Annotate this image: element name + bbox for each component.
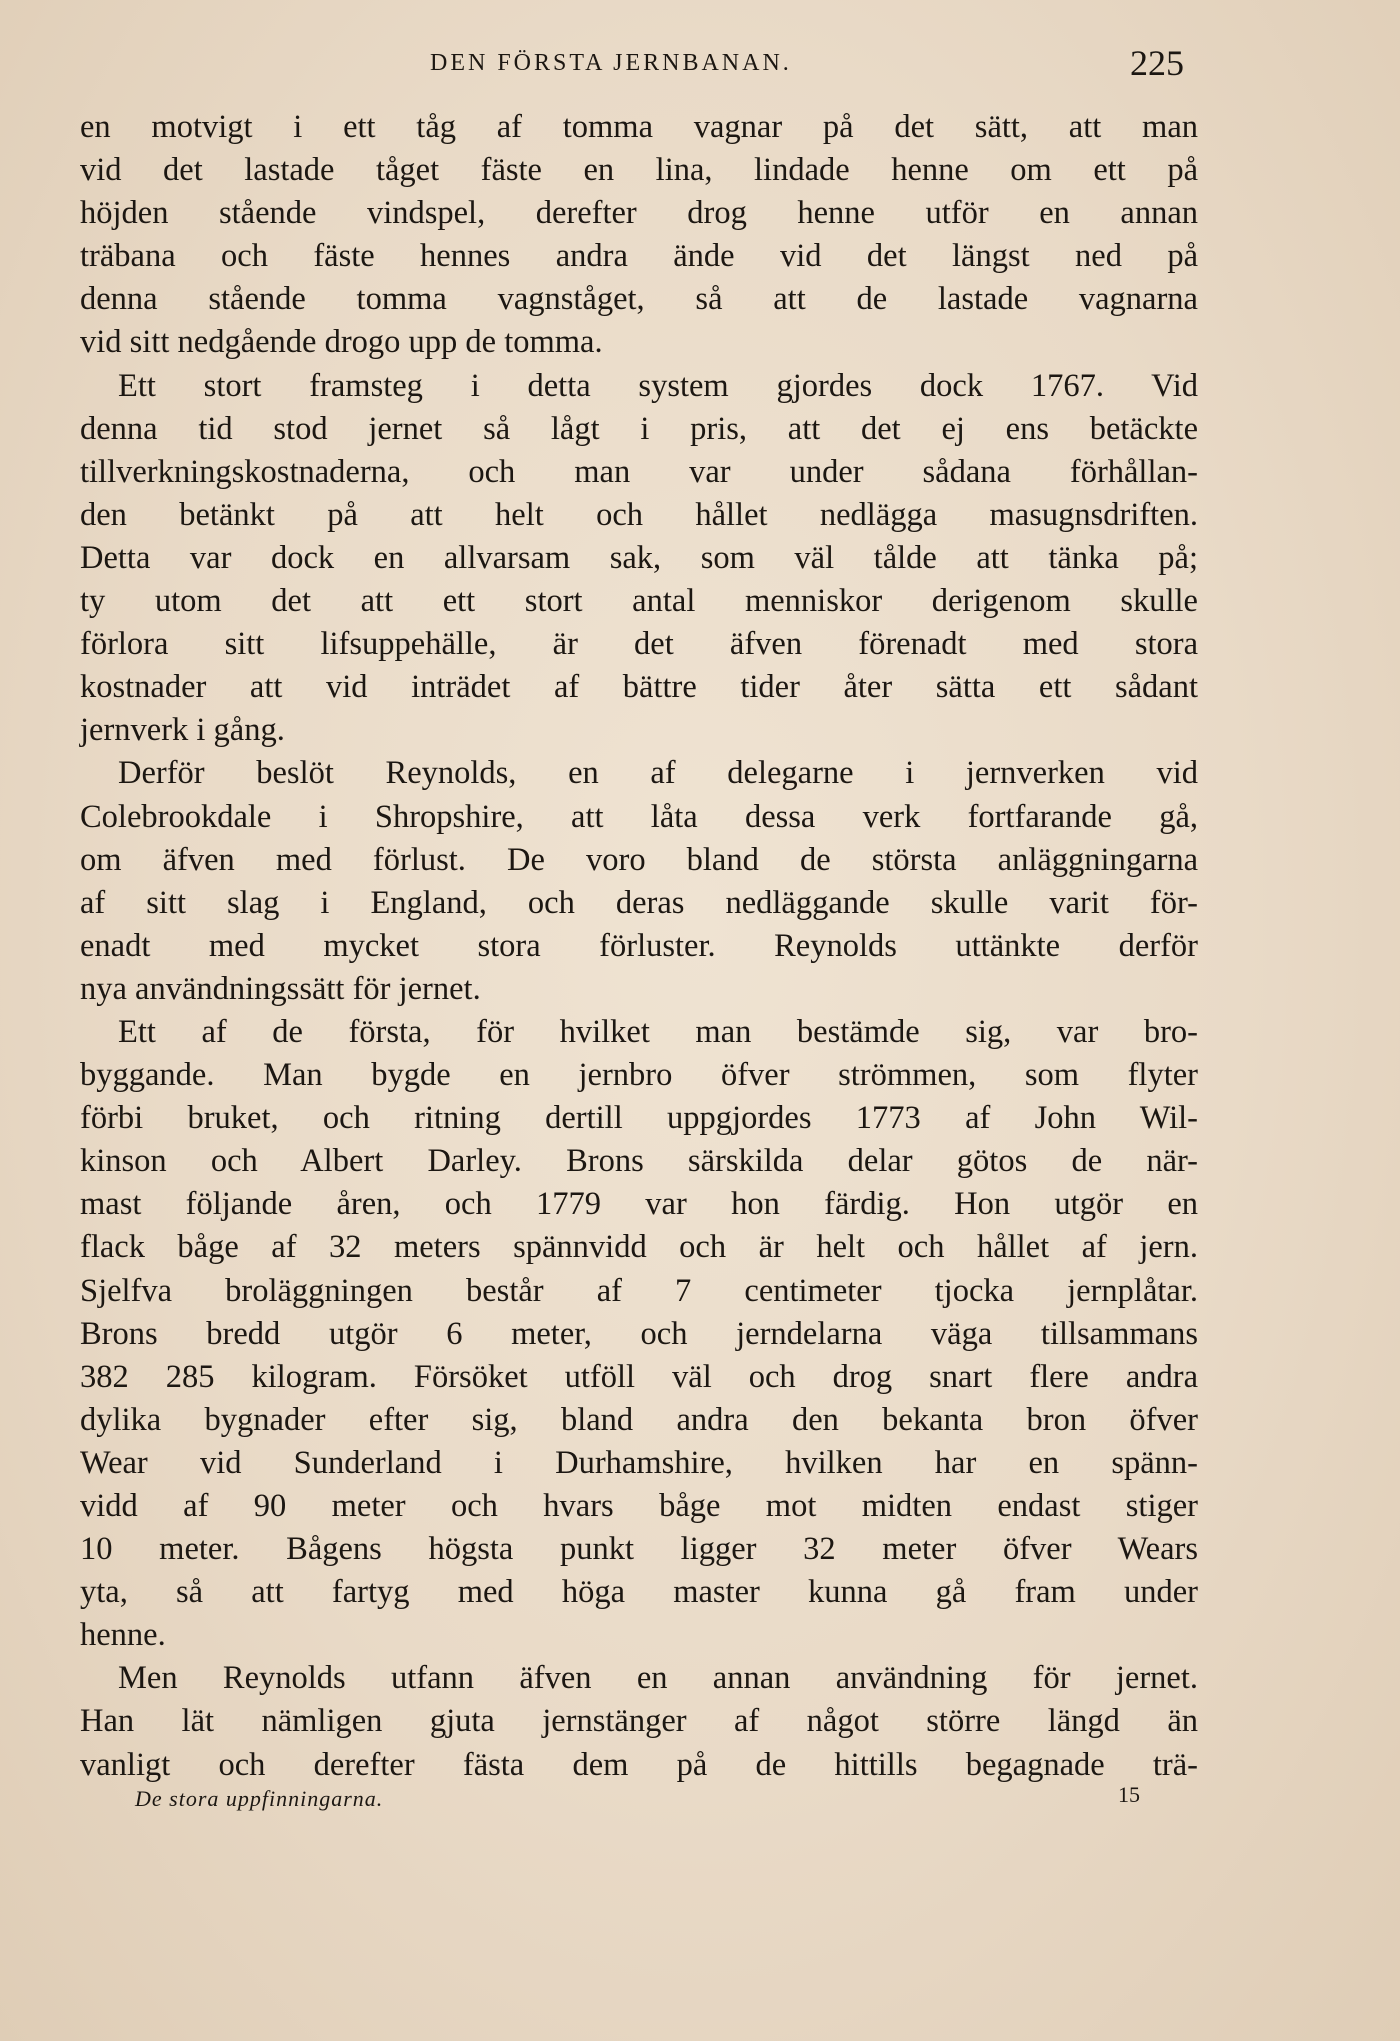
page-number: 225	[1130, 43, 1184, 83]
text-line: Brons bredd utgör 6 meter, och jerndelarna väga tillsammans	[80, 1315, 1198, 1352]
text-line: Colebrookdale i Shropshire, att låta dessa verk fortfarande gå,	[80, 798, 1198, 835]
text-line: kinson och Albert Darley. Brons särskilda delar götos de när-	[80, 1143, 1198, 1180]
text-line: vanligt och derefter fästa dem på de hittills begagnade trä-	[80, 1746, 1198, 1783]
text-line: höjden stående vindspel, derefter drog henne utför en annan	[80, 195, 1198, 232]
text-line: vid sitt nedgående drogo upp de tomma.	[80, 324, 603, 361]
text-line: en motvigt i ett tåg af tomma vagnar på det sätt, att man	[80, 109, 1198, 145]
text-line: tillverkningskostnaderna, och man var under sådana förhållan-	[80, 453, 1198, 490]
text-line: Han lät nämligen gjuta jernstänger af något större längd än	[80, 1703, 1198, 1740]
text-line: Ett af de första, för hvilket man bestämde sig, var bro-	[118, 1013, 1198, 1050]
text-line: jernverk i gång.	[80, 712, 285, 749]
text-line: träbana och fäste hennes andra ände vid det längst ned på	[80, 238, 1198, 275]
text-line: 382 285 kilogram. Försöket utföll väl och drog snart flere andra	[80, 1358, 1198, 1395]
text-line: dylika bygnader efter sig, bland andra den bekanta bron öfver	[80, 1401, 1198, 1438]
running-title: DEN FÖRSTA JERNBANAN.	[430, 50, 792, 76]
text-line: denna stående tomma vagnståget, så att de lastade vagnarna	[80, 281, 1198, 318]
text-line: om äfven med förlust. De voro bland de största anläggningarna	[80, 841, 1198, 878]
text-line: flack båge af 32 meters spännvidd och är helt och hållet af jern.	[80, 1229, 1198, 1266]
text-line: af sitt slag i England, och deras nedläggande skulle varit för-	[80, 884, 1198, 921]
text-line: denna tid stod jernet så lågt i pris, att det ej ens betäckte	[80, 410, 1198, 447]
text-line: enadt med mycket stora förluster. Reynolds uttänkte derför	[80, 927, 1198, 964]
text-line: Men Reynolds utfann äfven en annan användning för jernet.	[118, 1660, 1198, 1697]
text-line: kostnader att vid inträdet af bättre tider åter sätta ett sådant	[80, 669, 1198, 706]
text-line: mast följande åren, och 1779 var hon färdig. Hon utgör en	[80, 1186, 1198, 1223]
text-line: vidd af 90 meter och hvars båge mot midten endast stiger	[80, 1488, 1198, 1524]
text-line: 10 meter. Bågens högsta punkt ligger 32 meter öfver Wears	[80, 1531, 1198, 1568]
body-text	[80, 106, 1198, 1787]
footer-book-title: De stora uppfinningarna.	[135, 1786, 384, 1811]
text-line: förlora sitt lifsuppehälle, är det äfven förenadt med stora	[80, 626, 1198, 663]
text-line: Wear vid Sunderland i Durhamshire, hvilken har en spänn-	[80, 1444, 1198, 1481]
text-line: Detta var dock en allvarsam sak, som väl tålde att tänka på;	[80, 539, 1198, 576]
text-line: den betänkt på att helt och hållet nedlägga masugnsdriften.	[80, 496, 1198, 533]
text-line: henne.	[80, 1617, 166, 1654]
page-footer	[0, 1782, 1400, 1826]
text-line: Ett stort framsteg i detta system gjordes dock 1767. Vid	[118, 367, 1198, 404]
text-line: Sjelfva broläggningen består af 7 centimeter tjocka jernplåtar.	[80, 1272, 1198, 1309]
text-line: byggande. Man bygde en jernbro öfver strömmen, som flyter	[80, 1057, 1198, 1094]
text-line: nya användningssätt för jernet.	[80, 970, 481, 1007]
signature-mark: 15	[1118, 1782, 1140, 1807]
text-line: vid det lastade tåget fäste en lina, lindade henne om ett på	[80, 152, 1198, 189]
text-line: ty utom det att ett stort antal menniskor derigenom skulle	[80, 583, 1198, 620]
text-line: Derför beslöt Reynolds, en af delegarne i jernverken vid	[118, 755, 1198, 792]
text-line: yta, så att fartyg med höga master kunna gå fram under	[80, 1574, 1198, 1611]
text-line: förbi bruket, och ritning dertill uppgjordes 1773 af John Wil-	[80, 1100, 1198, 1137]
page-header	[0, 38, 1400, 98]
